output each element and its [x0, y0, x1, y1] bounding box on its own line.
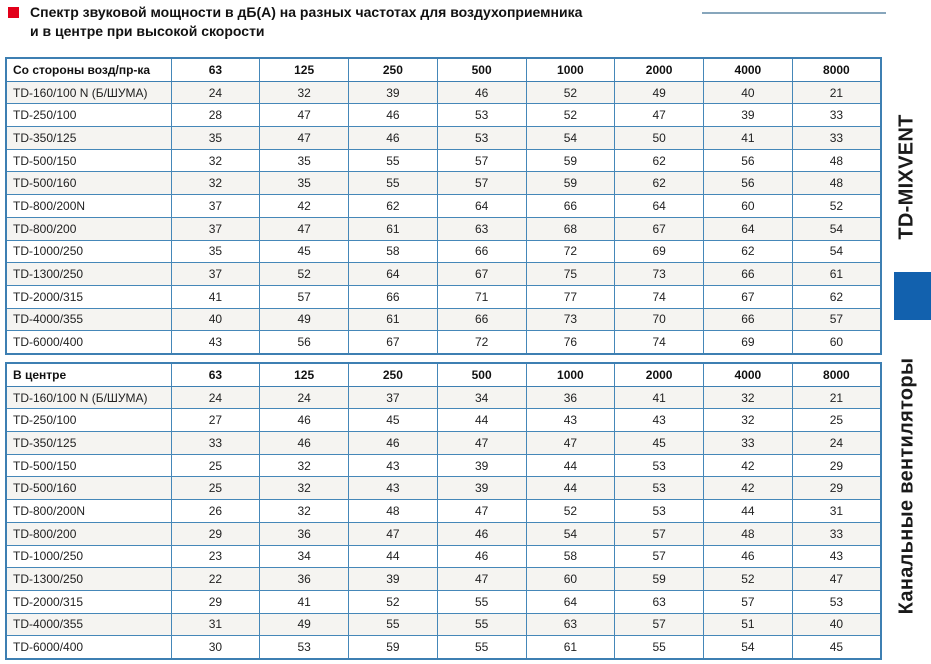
value-cell: 64 [615, 195, 704, 218]
table-row [6, 104, 881, 127]
value-cell: 62 [349, 195, 438, 218]
value-cell: 41 [171, 285, 260, 308]
value-cell: 31 [792, 500, 881, 523]
table-row [6, 81, 881, 104]
value-cell: 43 [615, 409, 704, 432]
freq-header-cell: 125 [260, 363, 349, 386]
model-cell: TD-800/200N [6, 500, 171, 523]
table-row [6, 195, 881, 218]
value-cell: 22 [171, 568, 260, 591]
value-cell: 55 [349, 149, 438, 172]
model-cell: TD-160/100 N (Б/ШУМА) [6, 386, 171, 409]
value-cell: 52 [792, 195, 881, 218]
freq-header-cell: 1000 [526, 363, 615, 386]
value-cell: 64 [526, 590, 615, 613]
value-cell: 63 [526, 613, 615, 636]
value-cell: 47 [437, 432, 526, 455]
value-cell: 46 [704, 545, 793, 568]
value-cell: 63 [615, 590, 704, 613]
value-cell: 64 [437, 195, 526, 218]
value-cell: 41 [260, 590, 349, 613]
value-cell: 24 [260, 386, 349, 409]
value-cell: 48 [792, 172, 881, 195]
sidebar-series-label: TD-MIXVENT [895, 114, 918, 240]
value-cell: 24 [171, 81, 260, 104]
value-cell: 46 [260, 409, 349, 432]
model-cell: TD-1300/250 [6, 568, 171, 591]
value-cell: 72 [437, 331, 526, 354]
value-cell: 29 [171, 590, 260, 613]
value-cell: 32 [260, 477, 349, 500]
value-cell: 52 [526, 500, 615, 523]
value-cell: 62 [615, 172, 704, 195]
value-cell: 35 [260, 172, 349, 195]
value-cell: 39 [349, 81, 438, 104]
value-cell: 39 [437, 454, 526, 477]
value-cell: 47 [260, 217, 349, 240]
freq-header-cell: 125 [260, 58, 349, 81]
value-cell: 49 [260, 308, 349, 331]
value-cell: 57 [437, 149, 526, 172]
value-cell: 77 [526, 285, 615, 308]
table-row [6, 613, 881, 636]
value-cell: 39 [349, 568, 438, 591]
value-cell: 28 [171, 104, 260, 127]
value-cell: 49 [260, 613, 349, 636]
value-cell: 46 [437, 81, 526, 104]
value-cell: 66 [349, 285, 438, 308]
value-cell: 60 [792, 331, 881, 354]
value-cell: 54 [526, 522, 615, 545]
value-cell: 43 [792, 545, 881, 568]
red-bullet-icon [8, 7, 19, 18]
value-cell: 64 [349, 263, 438, 286]
value-cell: 57 [615, 522, 704, 545]
value-cell: 73 [526, 308, 615, 331]
value-cell: 44 [526, 454, 615, 477]
value-cell: 48 [349, 500, 438, 523]
freq-header-cell: 8000 [792, 363, 881, 386]
model-cell: TD-1000/250 [6, 240, 171, 263]
value-cell: 29 [171, 522, 260, 545]
value-cell: 43 [171, 331, 260, 354]
value-cell: 52 [526, 104, 615, 127]
table-header-row [6, 363, 881, 386]
table-label-cell: Со стороны возд/пр-ка [6, 58, 171, 81]
value-cell: 55 [615, 636, 704, 659]
value-cell: 25 [171, 454, 260, 477]
value-cell: 53 [260, 636, 349, 659]
sound-power-table-center [5, 362, 882, 660]
table-row [6, 636, 881, 659]
value-cell: 69 [615, 240, 704, 263]
value-cell: 55 [437, 636, 526, 659]
value-cell: 74 [615, 331, 704, 354]
value-cell: 46 [349, 104, 438, 127]
value-cell: 47 [615, 104, 704, 127]
value-cell: 34 [260, 545, 349, 568]
value-cell: 34 [437, 386, 526, 409]
value-cell: 46 [437, 545, 526, 568]
model-cell: TD-800/200N [6, 195, 171, 218]
table-row [6, 454, 881, 477]
value-cell: 74 [615, 285, 704, 308]
model-cell: TD-500/160 [6, 172, 171, 195]
value-cell: 55 [349, 172, 438, 195]
value-cell: 58 [349, 240, 438, 263]
value-cell: 49 [615, 81, 704, 104]
value-cell: 54 [526, 127, 615, 150]
value-cell: 61 [526, 636, 615, 659]
value-cell: 27 [171, 409, 260, 432]
value-cell: 61 [792, 263, 881, 286]
freq-header-cell: 250 [349, 363, 438, 386]
table-row [6, 409, 881, 432]
model-cell: TD-6000/400 [6, 636, 171, 659]
value-cell: 44 [437, 409, 526, 432]
value-cell: 41 [704, 127, 793, 150]
value-cell: 68 [526, 217, 615, 240]
value-cell: 56 [704, 149, 793, 172]
value-cell: 53 [615, 477, 704, 500]
value-cell: 47 [526, 432, 615, 455]
model-cell: TD-350/125 [6, 432, 171, 455]
table-row [6, 386, 881, 409]
freq-header-cell: 1000 [526, 58, 615, 81]
value-cell: 50 [615, 127, 704, 150]
table-row [6, 149, 881, 172]
value-cell: 42 [704, 477, 793, 500]
value-cell: 66 [437, 240, 526, 263]
value-cell: 54 [792, 240, 881, 263]
value-cell: 55 [349, 613, 438, 636]
freq-header-cell: 4000 [704, 363, 793, 386]
page-title [30, 3, 582, 41]
value-cell: 54 [792, 217, 881, 240]
model-cell: TD-250/100 [6, 104, 171, 127]
value-cell: 57 [437, 172, 526, 195]
value-cell: 39 [704, 104, 793, 127]
value-cell: 24 [792, 432, 881, 455]
value-cell: 35 [260, 149, 349, 172]
value-cell: 53 [437, 127, 526, 150]
table-label-cell: В центре [6, 363, 171, 386]
model-cell: TD-4000/355 [6, 613, 171, 636]
value-cell: 47 [349, 522, 438, 545]
value-cell: 66 [526, 195, 615, 218]
value-cell: 52 [260, 263, 349, 286]
value-cell: 21 [792, 386, 881, 409]
value-cell: 25 [171, 477, 260, 500]
freq-header-cell: 500 [437, 363, 526, 386]
value-cell: 47 [792, 568, 881, 591]
value-cell: 33 [704, 432, 793, 455]
value-cell: 53 [792, 590, 881, 613]
value-cell: 21 [792, 81, 881, 104]
value-cell: 32 [260, 500, 349, 523]
value-cell: 47 [437, 568, 526, 591]
value-cell: 32 [704, 409, 793, 432]
table-row [6, 590, 881, 613]
value-cell: 29 [792, 454, 881, 477]
value-cell: 45 [260, 240, 349, 263]
table-row [6, 545, 881, 568]
value-cell: 66 [437, 308, 526, 331]
value-cell: 53 [615, 500, 704, 523]
value-cell: 55 [437, 613, 526, 636]
page-title-line1: Спектр звуковой мощности в дБ(А) на разных частотах для воздухоприемника [30, 4, 583, 20]
model-cell: TD-500/160 [6, 477, 171, 500]
value-cell: 48 [704, 522, 793, 545]
freq-header-cell: 63 [171, 58, 260, 81]
value-cell: 64 [704, 217, 793, 240]
value-cell: 32 [704, 386, 793, 409]
table-row [6, 172, 881, 195]
value-cell: 53 [615, 454, 704, 477]
value-cell: 56 [704, 172, 793, 195]
value-cell: 60 [704, 195, 793, 218]
value-cell: 71 [437, 285, 526, 308]
freq-header-cell: 2000 [615, 58, 704, 81]
sidebar-category-label: Канальные вентиляторы [895, 357, 918, 615]
value-cell: 29 [792, 477, 881, 500]
freq-header-cell: 4000 [704, 58, 793, 81]
value-cell: 32 [171, 172, 260, 195]
freq-header-cell: 63 [171, 363, 260, 386]
value-cell: 44 [704, 500, 793, 523]
table-row [6, 432, 881, 455]
value-cell: 59 [615, 568, 704, 591]
model-cell: TD-500/150 [6, 149, 171, 172]
value-cell: 54 [704, 636, 793, 659]
value-cell: 40 [704, 81, 793, 104]
value-cell: 61 [349, 308, 438, 331]
value-cell: 35 [171, 240, 260, 263]
value-cell: 32 [260, 454, 349, 477]
table-header-row [6, 58, 881, 81]
value-cell: 42 [260, 195, 349, 218]
sound-power-table-intake [5, 57, 882, 355]
value-cell: 40 [792, 613, 881, 636]
value-cell: 45 [792, 636, 881, 659]
value-cell: 44 [526, 477, 615, 500]
value-cell: 67 [437, 263, 526, 286]
value-cell: 46 [260, 432, 349, 455]
value-cell: 46 [349, 432, 438, 455]
value-cell: 70 [615, 308, 704, 331]
value-cell: 46 [349, 127, 438, 150]
table-row [6, 285, 881, 308]
value-cell: 62 [704, 240, 793, 263]
model-cell: TD-800/200 [6, 217, 171, 240]
value-cell: 47 [260, 127, 349, 150]
value-cell: 52 [704, 568, 793, 591]
value-cell: 37 [171, 217, 260, 240]
freq-header-cell: 250 [349, 58, 438, 81]
model-cell: TD-350/125 [6, 127, 171, 150]
model-cell: TD-160/100 N (Б/ШУМА) [6, 81, 171, 104]
value-cell: 33 [171, 432, 260, 455]
table-row [6, 263, 881, 286]
value-cell: 41 [615, 386, 704, 409]
freq-header-cell: 2000 [615, 363, 704, 386]
value-cell: 51 [704, 613, 793, 636]
value-cell: 24 [171, 386, 260, 409]
value-cell: 31 [171, 613, 260, 636]
value-cell: 35 [171, 127, 260, 150]
model-cell: TD-2000/315 [6, 285, 171, 308]
title-rule [702, 12, 886, 14]
value-cell: 57 [792, 308, 881, 331]
value-cell: 32 [171, 149, 260, 172]
value-cell: 73 [615, 263, 704, 286]
value-cell: 48 [792, 149, 881, 172]
value-cell: 36 [260, 522, 349, 545]
table-row [6, 217, 881, 240]
table-row [6, 568, 881, 591]
value-cell: 59 [526, 149, 615, 172]
value-cell: 32 [260, 81, 349, 104]
value-cell: 44 [349, 545, 438, 568]
value-cell: 56 [260, 331, 349, 354]
value-cell: 52 [349, 590, 438, 613]
value-cell: 30 [171, 636, 260, 659]
freq-header-cell: 500 [437, 58, 526, 81]
value-cell: 67 [615, 217, 704, 240]
value-cell: 36 [526, 386, 615, 409]
value-cell: 42 [704, 454, 793, 477]
value-cell: 45 [349, 409, 438, 432]
value-cell: 33 [792, 522, 881, 545]
value-cell: 76 [526, 331, 615, 354]
model-cell: TD-800/200 [6, 522, 171, 545]
value-cell: 33 [792, 127, 881, 150]
model-cell: TD-4000/355 [6, 308, 171, 331]
value-cell: 37 [349, 386, 438, 409]
value-cell: 66 [704, 263, 793, 286]
value-cell: 43 [349, 454, 438, 477]
value-cell: 37 [171, 263, 260, 286]
value-cell: 23 [171, 545, 260, 568]
value-cell: 63 [437, 217, 526, 240]
model-cell: TD-1000/250 [6, 545, 171, 568]
table-row [6, 522, 881, 545]
value-cell: 69 [704, 331, 793, 354]
value-cell: 37 [171, 195, 260, 218]
value-cell: 52 [526, 81, 615, 104]
value-cell: 61 [349, 217, 438, 240]
value-cell: 57 [260, 285, 349, 308]
value-cell: 57 [704, 590, 793, 613]
value-cell: 67 [704, 285, 793, 308]
value-cell: 47 [260, 104, 349, 127]
value-cell: 60 [526, 568, 615, 591]
value-cell: 62 [615, 149, 704, 172]
table-row [6, 240, 881, 263]
value-cell: 36 [260, 568, 349, 591]
table-row [6, 500, 881, 523]
value-cell: 67 [349, 331, 438, 354]
freq-header-cell: 8000 [792, 58, 881, 81]
value-cell: 25 [792, 409, 881, 432]
value-cell: 58 [526, 545, 615, 568]
value-cell: 75 [526, 263, 615, 286]
table-row [6, 331, 881, 354]
value-cell: 59 [349, 636, 438, 659]
table-row [6, 127, 881, 150]
value-cell: 57 [615, 545, 704, 568]
model-cell: TD-500/150 [6, 454, 171, 477]
value-cell: 33 [792, 104, 881, 127]
table-row [6, 477, 881, 500]
value-cell: 57 [615, 613, 704, 636]
value-cell: 45 [615, 432, 704, 455]
model-cell: TD-1300/250 [6, 263, 171, 286]
value-cell: 43 [526, 409, 615, 432]
value-cell: 26 [171, 500, 260, 523]
table-row [6, 308, 881, 331]
value-cell: 55 [437, 590, 526, 613]
value-cell: 39 [437, 477, 526, 500]
model-cell: TD-250/100 [6, 409, 171, 432]
value-cell: 46 [437, 522, 526, 545]
value-cell: 72 [526, 240, 615, 263]
value-cell: 53 [437, 104, 526, 127]
value-cell: 66 [704, 308, 793, 331]
value-cell: 43 [349, 477, 438, 500]
sidebar-blue-square [894, 272, 931, 320]
value-cell: 62 [792, 285, 881, 308]
value-cell: 40 [171, 308, 260, 331]
model-cell: TD-2000/315 [6, 590, 171, 613]
value-cell: 59 [526, 172, 615, 195]
model-cell: TD-6000/400 [6, 331, 171, 354]
page-title-line2: и в центре при высокой скорости [30, 23, 265, 39]
value-cell: 47 [437, 500, 526, 523]
